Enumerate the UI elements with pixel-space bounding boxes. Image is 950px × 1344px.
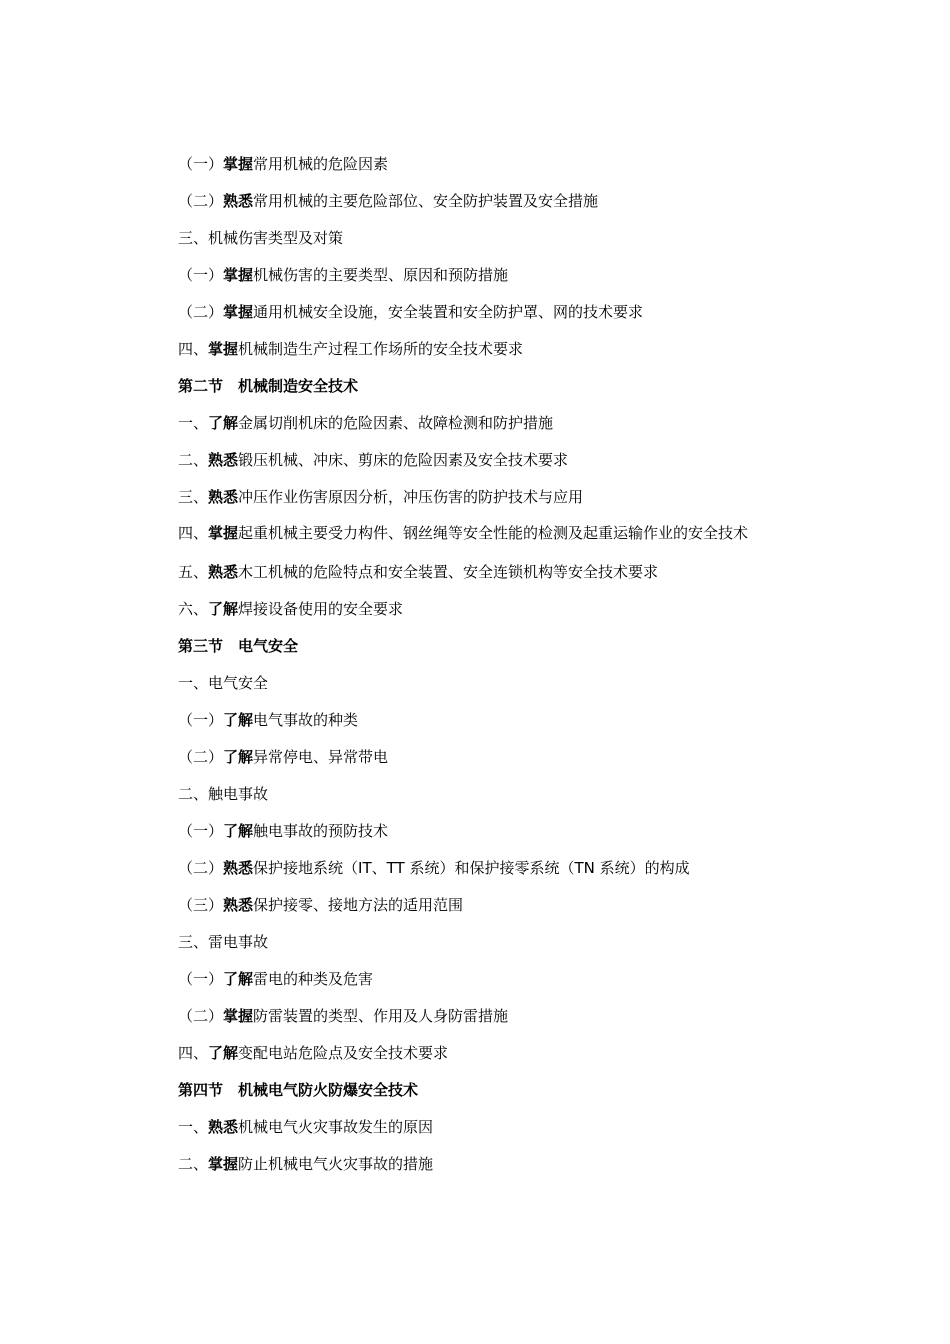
line-keyword: 了解 bbox=[208, 414, 239, 432]
line-keyword: 掌握 bbox=[208, 1155, 239, 1173]
line-keyword: 掌握 bbox=[223, 266, 254, 284]
syllabus-content bbox=[145, 154, 805, 1191]
syllabus-line bbox=[145, 154, 805, 174]
line-text: 通用机械安全设施，安全装置和安全防护罩、网的技术要求 bbox=[253, 303, 644, 321]
syllabus-line bbox=[145, 302, 805, 322]
line-text: 触电事故的预防技术 bbox=[253, 822, 389, 840]
line-prefix: 二、 bbox=[178, 451, 209, 469]
line-prefix: 一、 bbox=[178, 414, 209, 432]
line-text: 常用机械的主要危险部位、安全防护装置及安全措施 bbox=[253, 192, 599, 210]
syllabus-line bbox=[145, 599, 805, 619]
line-keyword: 了解 bbox=[223, 970, 254, 988]
line-text: 机械伤害的主要类型、原因和预防措施 bbox=[253, 266, 509, 284]
line-text: 防止机械电气火灾事故的措施 bbox=[238, 1155, 434, 1173]
line-text: 机械电气火灾事故发生的原因 bbox=[238, 1118, 434, 1136]
syllabus-line bbox=[145, 562, 805, 582]
syllabus-line bbox=[145, 1117, 805, 1137]
line-keyword: 熟悉 bbox=[208, 488, 239, 506]
syllabus-line bbox=[145, 228, 805, 248]
line-prefix: （二） bbox=[178, 748, 224, 766]
line-prefix: 三、 bbox=[178, 229, 209, 247]
line-text: 雷电事故 bbox=[208, 933, 269, 951]
line-text: 变配电站危险点及安全技术要求 bbox=[238, 1044, 449, 1062]
section-heading bbox=[145, 636, 805, 656]
line-keyword: 了解 bbox=[223, 711, 254, 729]
line-text: 金属切削机床的危险因素、故障检测和防护措施 bbox=[238, 414, 554, 432]
line-keyword: 掌握 bbox=[223, 1007, 254, 1025]
syllabus-line bbox=[145, 265, 805, 285]
line-text: 保护接地系统（IT、TT 系统）和保护接零系统（TN 系统）的构成 bbox=[253, 859, 690, 877]
line-text: 机械制造生产过程工作场所的安全技术要求 bbox=[238, 340, 524, 358]
line-text: 起重机械主要受力构件、钢丝绳等安全性能的检测及起重运输作业的安全技术 bbox=[238, 524, 749, 542]
line-prefix: （一） bbox=[178, 711, 224, 729]
line-text: 保护接零、接地方法的适用范围 bbox=[253, 896, 464, 914]
syllabus-line bbox=[145, 1043, 805, 1063]
line-keyword: 了解 bbox=[223, 748, 254, 766]
syllabus-line bbox=[145, 932, 805, 952]
line-text: 雷电的种类及危害 bbox=[253, 970, 374, 988]
line-keyword: 掌握 bbox=[223, 303, 254, 321]
section-heading-text: 第二节 机械制造安全技术 bbox=[178, 377, 359, 395]
line-prefix: （一） bbox=[178, 970, 224, 988]
line-prefix: 三、 bbox=[178, 933, 209, 951]
section-heading bbox=[145, 376, 805, 396]
syllabus-line bbox=[145, 191, 805, 211]
syllabus-line bbox=[145, 1154, 805, 1174]
line-prefix: （二） bbox=[178, 303, 224, 321]
line-keyword: 了解 bbox=[223, 822, 254, 840]
line-text: 电气事故的种类 bbox=[253, 711, 359, 729]
line-prefix: 五、 bbox=[178, 563, 209, 581]
section-heading-text: 第四节 机械电气防火防爆安全技术 bbox=[178, 1081, 419, 1099]
syllabus-line bbox=[145, 450, 805, 470]
line-keyword: 掌握 bbox=[223, 155, 254, 173]
line-keyword: 熟悉 bbox=[223, 192, 254, 210]
line-prefix: （二） bbox=[178, 859, 224, 877]
line-prefix: （二） bbox=[178, 1007, 224, 1025]
line-keyword: 熟悉 bbox=[223, 859, 254, 877]
line-prefix: 四、 bbox=[178, 524, 209, 542]
line-keyword: 掌握 bbox=[208, 524, 239, 542]
line-keyword: 熟悉 bbox=[208, 451, 239, 469]
syllabus-line bbox=[145, 339, 805, 359]
line-prefix: 一、 bbox=[178, 674, 209, 692]
syllabus-line bbox=[145, 673, 805, 693]
line-text: 锻压机械、冲床、剪床的危险因素及安全技术要求 bbox=[238, 451, 569, 469]
line-prefix: （三） bbox=[178, 896, 224, 914]
syllabus-line-wrapped bbox=[145, 521, 805, 545]
syllabus-line bbox=[145, 487, 805, 507]
line-keyword: 了解 bbox=[208, 600, 239, 618]
syllabus-line bbox=[145, 784, 805, 804]
line-keyword: 掌握 bbox=[208, 340, 239, 358]
section-heading-text: 第三节 电气安全 bbox=[178, 637, 299, 655]
line-keyword: 熟悉 bbox=[208, 1118, 239, 1136]
line-text: 触电事故 bbox=[208, 785, 269, 803]
syllabus-line bbox=[145, 710, 805, 730]
line-prefix: （二） bbox=[178, 192, 224, 210]
line-keyword: 熟悉 bbox=[208, 563, 239, 581]
line-prefix: 四、 bbox=[178, 1044, 209, 1062]
line-text: 焊接设备使用的安全要求 bbox=[238, 600, 404, 618]
syllabus-line bbox=[145, 895, 805, 915]
line-prefix: 二、 bbox=[178, 1155, 209, 1173]
syllabus-line bbox=[145, 413, 805, 433]
line-text: 冲压作业伤害原因分析，冲压伤害的防护技术与应用 bbox=[238, 488, 584, 506]
line-prefix: 六、 bbox=[178, 600, 209, 618]
line-text: 电气安全 bbox=[208, 674, 269, 692]
line-prefix: 三、 bbox=[178, 488, 209, 506]
line-keyword: 熟悉 bbox=[223, 896, 254, 914]
syllabus-line bbox=[145, 747, 805, 767]
line-prefix: 二、 bbox=[178, 785, 209, 803]
line-text: 机械伤害类型及对策 bbox=[208, 229, 344, 247]
line-prefix: （一） bbox=[178, 155, 224, 173]
syllabus-line bbox=[145, 1006, 805, 1026]
line-prefix: （一） bbox=[178, 266, 224, 284]
line-prefix: 一、 bbox=[178, 1118, 209, 1136]
section-heading bbox=[145, 1080, 805, 1100]
line-text: 异常停电、异常带电 bbox=[253, 748, 389, 766]
syllabus-line bbox=[145, 821, 805, 841]
line-prefix: 四、 bbox=[178, 340, 209, 358]
line-text: 木工机械的危险特点和安全装置、安全连锁机构等安全技术要求 bbox=[238, 563, 659, 581]
line-text: 常用机械的危险因素 bbox=[253, 155, 389, 173]
syllabus-line bbox=[145, 969, 805, 989]
syllabus-line bbox=[145, 858, 805, 878]
line-prefix: （一） bbox=[178, 822, 224, 840]
line-text: 防雷装置的类型、作用及人身防雷措施 bbox=[253, 1007, 509, 1025]
line-keyword: 了解 bbox=[208, 1044, 239, 1062]
